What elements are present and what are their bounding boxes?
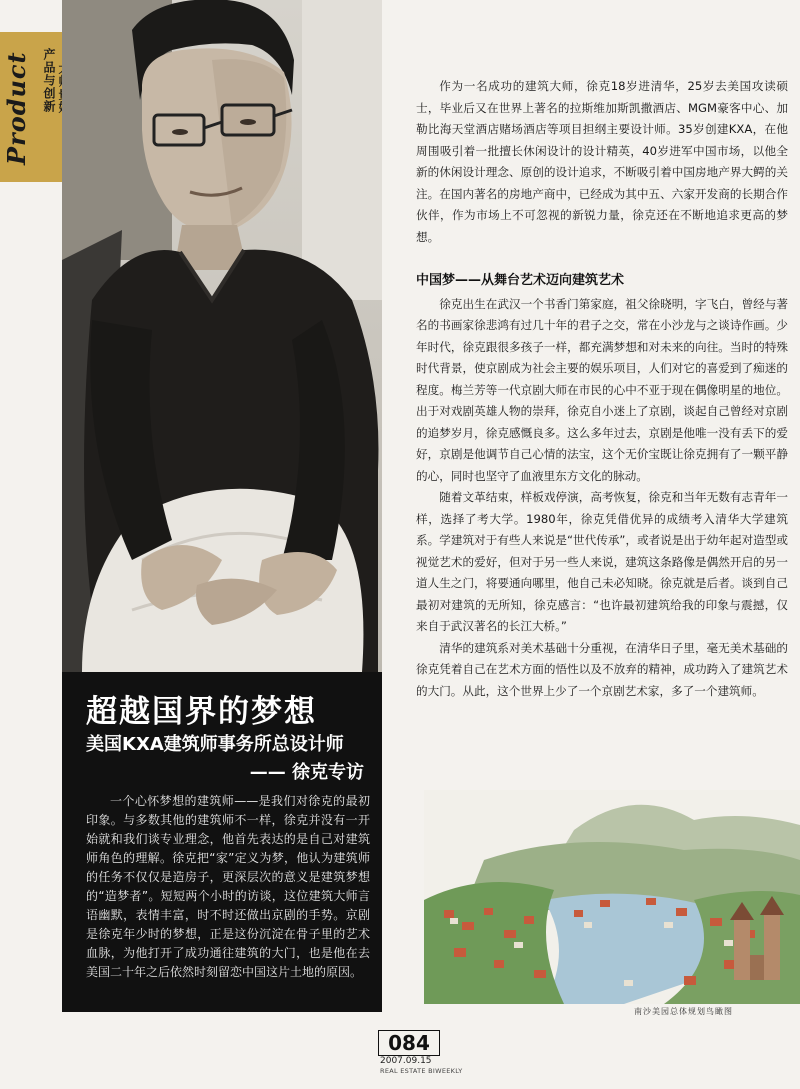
portrait-illustration [62, 0, 382, 672]
paragraph: 随着文革结束，样板戏停演，高考恢复，徐克和当年无数有志青年一样，选择了考大学。1980年，徐克凭借优异的成绩考入清华大学建筑系。学建筑对于有些人来说是“世代传承”，或者说是出于幼年起对造型或视觉艺术的爱好，但对于另一些人来说，建筑这条路像是偶然开启的另一道人生之门，将要通向哪里，他自己未必知晓。徐克就是后者。谈到自己最初对建筑的无所知，徐克感言：“也许最初建筑给我的印象与震撼，仅来自于武汉著名的长江大桥。” [416, 490, 788, 633]
article-intro: 一个心怀梦想的建筑师——是我们对徐克的最初印象。与多数其他的建筑师不一样，徐克并没有一开始就和我们谈专业理念，他首先表达的是自己对建筑师角色的理解。徐克把“家”定义为梦，他认为建筑师的任务不仅仅是造房子，更深层次的意义是建筑梦想的“造梦者”。短短两个小时的访谈，这位建筑大师言语幽默，表情丰富，时不时还做出京剧的手势。京剧是徐克年少时的梦想，正是这份沉淀在骨子里的艺术血脉，为他打开了成功通往建筑的大门，也是他在去美国二十年之后依然时刻留恋中国这片土地的原因。 [86, 794, 370, 979]
paragraph: 作为一名成功的建筑大师，徐克18岁进清华，25岁去美国攻读硕士，毕业后又在世界上著名的拉斯维加斯凯撒酒店、MGM豪客中心、加勒比海天堂酒店赌场酒店等项目担纲主要设计师。35岁创建KXA，在他周围吸引着一批擅长休闲设计的设计精英，40岁进军中国市场，以他全新的休闲设计理念、原创的设计追求，不断吸引着中国房地产界大鳄的关注。在国内著名的房地产商中，已经成为其中五、六家开发商的长期合作伙伴，作为市场上不可忽视的新锐力量，徐克还在不断地追求更高的梦想。 [416, 79, 788, 244]
page-number: 084 [378, 1030, 440, 1056]
figure-caption: 南沙美园总体规划鸟瞰图 [634, 1007, 733, 1016]
portrait-photo [62, 0, 382, 672]
paragraph: 徐克出生在武汉一个书香门第家庭，祖父徐晓明，字飞白，曾经与著名的书画家徐悲鸿有过几十年的君子之交，常在小沙龙与之谈诗作画。少年时代，徐克跟很多孩子一样，都充满梦想和对未来的向往。当时的特殊时代背景，使京剧成为社会主要的娱乐项目，人们对它的喜爱到了痴迷的程度。梅兰芳等一代京剧大师在市民的心中不亚于现在偶像明星的地位。出于对戏剧英雄人物的崇拜，徐克自小迷上了京剧，谈起自己曾经对京剧的追梦岁月，徐克感慨良多。这么多年过去，京剧是他唯一没有丢下的爱好，京剧是他调节自己心情的法宝，这个无价宝既让徐克拥有了一颗平静的心，同时也坚守了血液里东方文化的脉动。 [416, 296, 788, 483]
section-script-label: Product [2, 51, 31, 165]
article-title: 超越国界的梦想 [86, 694, 317, 730]
folio [378, 1030, 463, 1086]
issue-date: 2007.09.15 [380, 1056, 432, 1066]
section-heading: 中国梦——从舞台艺术迈向建筑艺术 [416, 273, 625, 288]
magazine-name: REAL ESTATE BIWEEKLY [380, 1067, 463, 1075]
section-category: 产品与创新 [42, 48, 56, 113]
aerial-view-illustration [424, 790, 800, 1004]
master-plan-rendering [424, 790, 800, 1004]
article-body [416, 76, 788, 702]
paragraph: 清华的建筑系对美术基础十分重视，在清华日子里，毫无美术基础的徐克凭着自己在艺术方面的悟性以及不放弃的精神，成功跨入了建筑艺术的大门。从此，这个世界上少了一个京剧艺术家，多了一个建筑师。 [416, 640, 788, 698]
article-subtitle-interviewee: —— 徐克专访 [249, 762, 364, 783]
title-block [62, 672, 382, 1012]
article-subtitle: 美国KXA建筑师事务所总设计师 [86, 734, 344, 755]
